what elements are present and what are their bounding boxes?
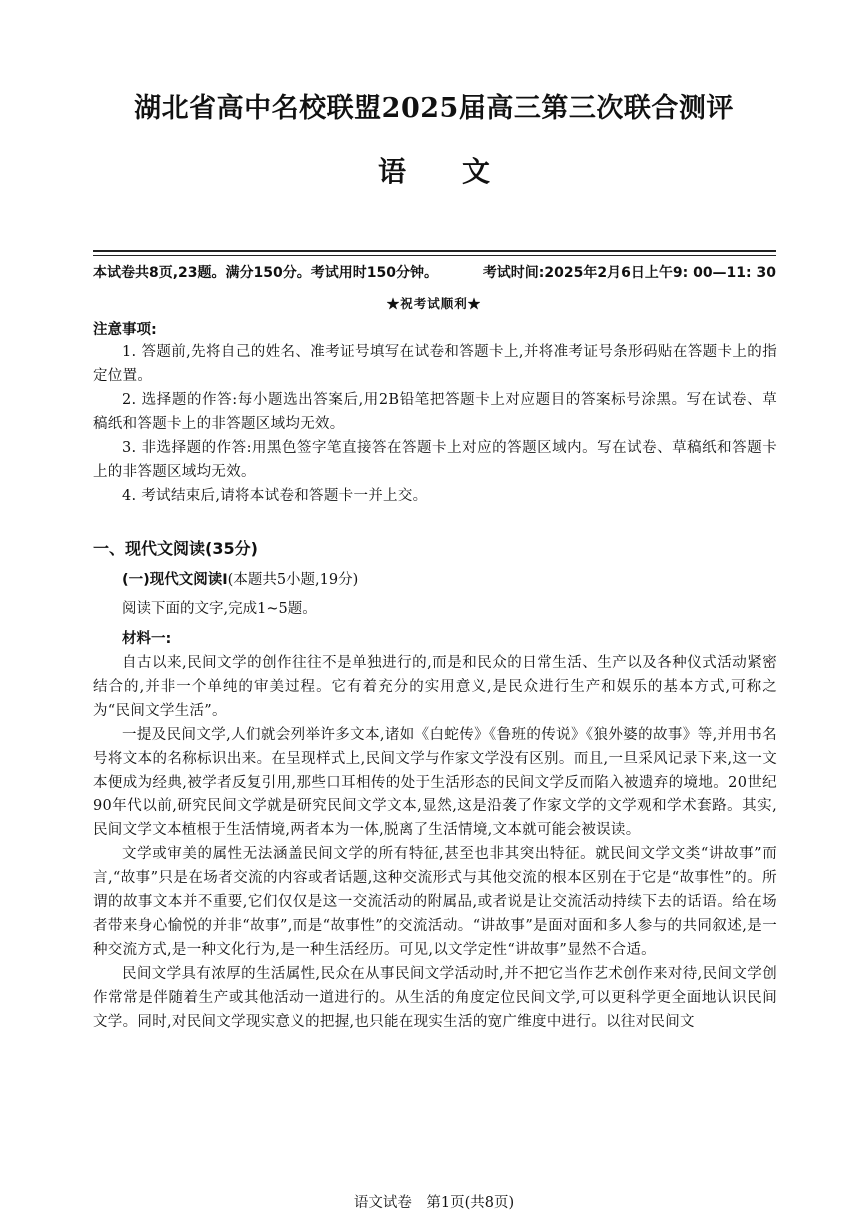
good-luck-line: ★祝考试顺利★ <box>386 296 482 311</box>
paragraph: 文学或审美的属性无法涵盖民间文学的所有特征,甚至也非其突出特征。就民间文学文类“讲故事”而言,“故事”只是在场者交流的内容或者话题,这种交流形式与其他交流的根本区别在于它是“故事性”的。所谓的故事文本并不重要,它们仅仅是这一交流活动的附属品,或者说是让交流活动持续下去的话语。给在场者带来身心愉悦的并非“故事”,而是“故事性”的交流活动。“讲故事”是面对面和多人参与的共同叙述,是一种交流方式,是一种文化行为,是一种生活经历。可见,以文学定性“讲故事”显然不合适。 <box>93 846 777 958</box>
section-heading: 一、现代文阅读(35分) <box>93 539 258 558</box>
paragraph: 民间文学具有浓厚的生活属性,民众在从事民间文学活动时,并不把它当作艺术创作来对待,民间文学创作常常是伴随着生产或其他活动一道进行的。从生活的角度定位民间文学,可以更科学更全面地认识民间文学。同时,对民间文学现实意义的把握,也只能在现实生活的宽广维度中进行。以往对民间文 <box>93 965 777 1030</box>
notice-item: 3. 非选择题的作答:用黑色签字笔直接答在答题卡上对应的答题区域内。写在试卷、草稿纸和答题卡上的非答题区域均无效。 <box>93 440 777 480</box>
header-rule-thick <box>93 250 776 252</box>
notice-heading: 注意事项: <box>93 322 157 338</box>
material-text <box>93 652 777 1035</box>
reading-instruction: 阅读下面的文字,完成1~5题。 <box>122 601 317 617</box>
header-rule-thin <box>93 255 776 256</box>
exam-info-right: 考试时间:2025年2月6日上午9: 00—11: 30 <box>482 265 776 281</box>
paragraph: 一提及民间文学,人们就会列举许多文本,诸如《白蛇传》《鲁班的传说》《狼外婆的故事》等,并用书名号将文本的名称标识出来。在呈现样式上,民间文学与作家文学没有区别。而且,一旦采风记录下来,这一文本便成为经典,被学者反复引用,那些口耳相传的处于生活形态的民间文学反而陷入被遗弃的境地。20世纪90年代以前,研究民间文学就是研究民间文学文本,显然,这是沿袭了作家文学的文学观和学术套路。其实,民间文学文本植根于生活情境,两者本为一体,脱离了生活情境,文本就可能会被误读。 <box>93 726 777 839</box>
exam-info-left: 本试卷共8页,23题。满分150分。考试用时150分钟。 <box>93 265 438 281</box>
page-footer: 语文试卷 第1页(共8页) <box>353 1195 515 1211</box>
subject-title: 语文 <box>377 155 546 188</box>
notice-list <box>93 340 777 508</box>
notice-item: 1. 答题前,先将自己的姓名、准考证号填写在试卷和答题卡上,并将准考证号条形码贴在答题卡上的指定位置。 <box>93 344 777 384</box>
subsection-title: (一)现代文阅读Ⅰ <box>122 572 228 588</box>
subsection-detail: (本题共5小题,19分) <box>227 572 359 588</box>
notice-item: 2. 选择题的作答:每小题选出答案后,用2B铅笔把答题卡上对应题目的答案标号涂黑。写在试卷、草稿纸和答题卡上的非答题区域均无效。 <box>93 392 777 432</box>
material-label: 材料一: <box>122 631 172 647</box>
paragraph: 自古以来,民间文学的创作往往不是单独进行的,而是和民众的日常生活、生产以及各种仪式活动紧密结合的,并非一个单纯的审美过程。它有着充分的实用意义,是民众进行生产和娱乐的基本方式,可称之为“民间文学生活”。 <box>93 655 777 719</box>
exam-title: 湖北省高中名校联盟2025届高三第三次联合测评 <box>134 93 734 124</box>
notice-item: 4. 考试结束后,请将本试卷和答题卡一并上交。 <box>122 488 428 504</box>
subsection-heading <box>122 568 358 589</box>
